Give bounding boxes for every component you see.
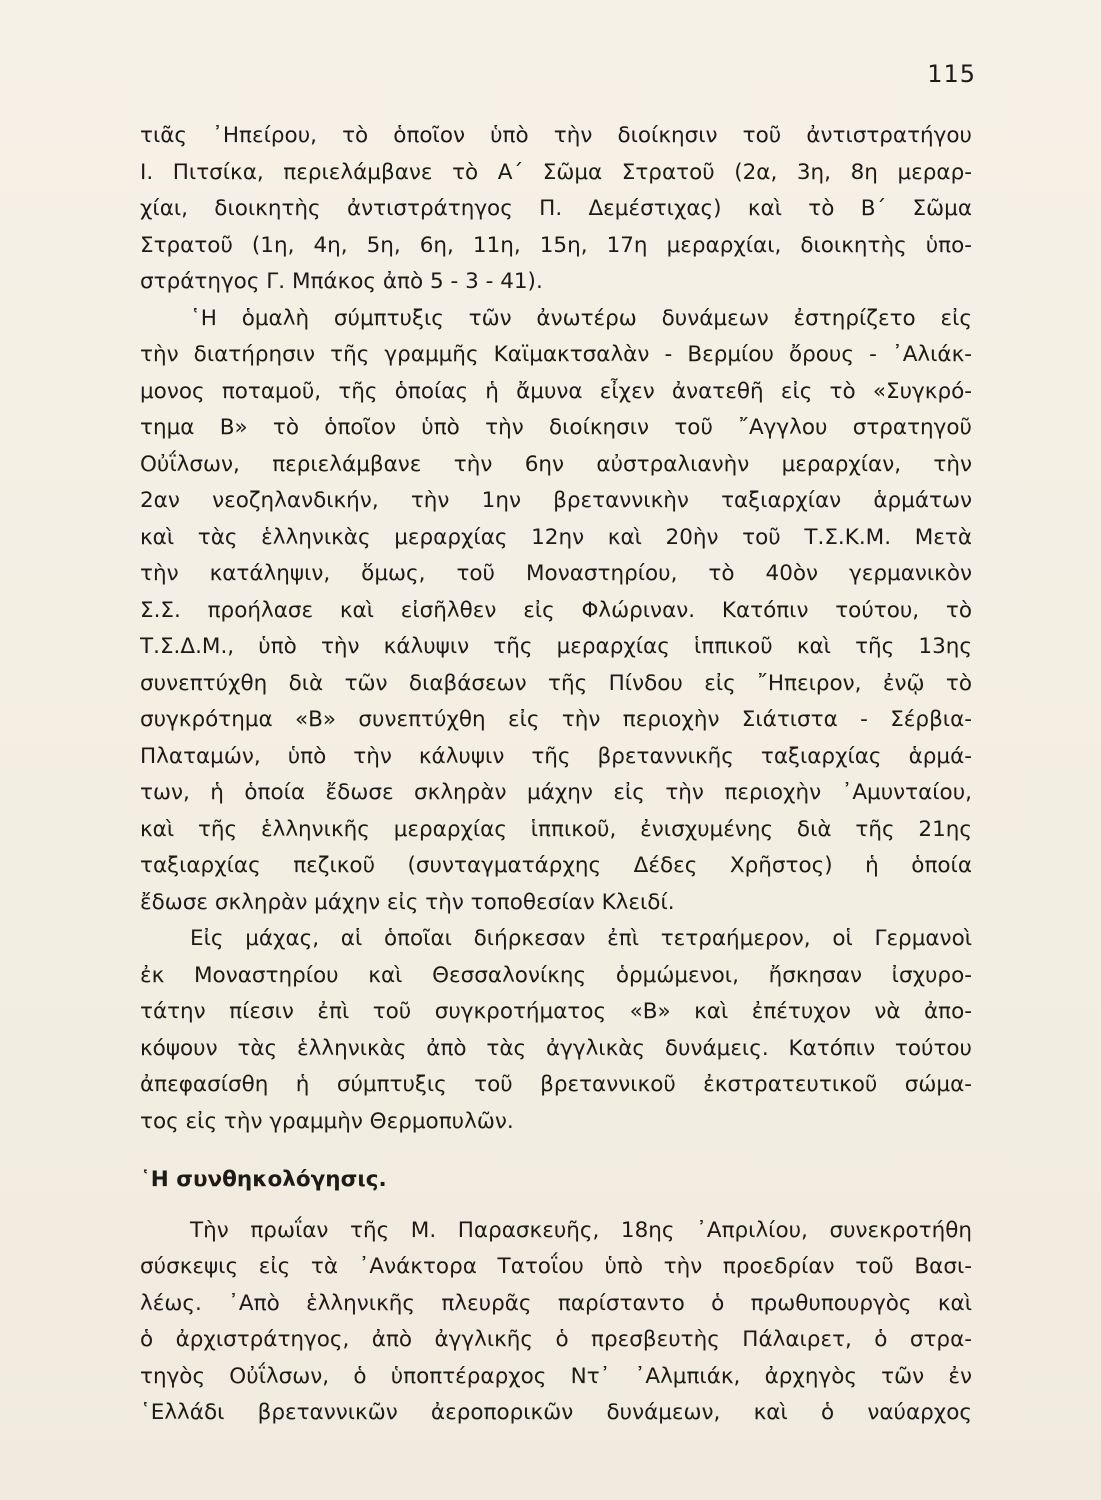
text-line: ῾Η ὁμαλὴ σύμπτυξις τῶν ἀνωτέρω δυνάμεων ἐστηρίζετο εἰς	[190, 305, 972, 331]
text-line: τημα Β» τὸ ὁποῖον ὑπὸ τὴν διοίκησιν τοῦ ῎Αγγλου στρατηγοῦ	[140, 415, 972, 440]
text-line: συνεπτύχθη διὰ τῶν διαβάσεων τῆς Πίνδου εἰς ῎Ηπειρον, ἐνῷ τὸ	[140, 670, 972, 696]
text-line: ἀπεφασίσθη ἡ σύμπτυξις τοῦ βρεταννικοῦ ἐκστρατευτικοῦ σώμα-	[140, 1072, 972, 1097]
text-line: χίαι, διοικητὴς ἀντιστράτηγος Π. Δεμέστιχας) καὶ τὸ Β΄ Σῶμα	[140, 196, 972, 221]
text-line: τὴν διατήρησιν τῆς γραμμῆς Καϊμακτσαλὰν - Βερμίου ὄρους - ᾽Αλιάκ-	[140, 342, 972, 367]
text-line: Οὐΐλσων, περιελάμβανε τὴν 6ην αὐστραλιανὴν μεραρχίαν, τὴν	[140, 451, 972, 477]
text-line: ἔδωσε σκληρὰν μάχην εἰς τὴν τοποθεσίαν Κλειδί.	[140, 889, 675, 915]
paragraph-2	[140, 301, 972, 922]
paragraph-1	[140, 118, 972, 301]
text-line: Εἰς μάχας, αἱ ὁποῖαι διήρκεσαν ἐπὶ τετραήμερον, οἱ Γερμανοὶ	[190, 926, 972, 951]
text-line: τὴν κατάληψιν, ὅμως, τοῦ Μοναστηρίου, τὸ 40ὸν γερμανικὸν	[140, 561, 972, 586]
body-text	[140, 118, 972, 1432]
text-line: Ι. Πιτσίκα, περιελάμβανε τὸ Α΄ Σῶμα Στρατοῦ (2α, 3η, 8η μεραρ-	[140, 159, 972, 185]
text-line: 2αν νεοζηλανδικήν, τὴν 1ην βρεταννικὴν ταξιαρχίαν ἁρμάτων	[140, 488, 972, 513]
section-heading: ῾Η συνθηκολόγησις.	[140, 1167, 387, 1192]
text-line: μονος ποταμοῦ, τῆς ὁποίας ἡ ἄμυνα εἶχεν ἀνατεθῆ εἰς τὸ «Συγκρό-	[140, 378, 972, 404]
text-line: τος εἰς τὴν γραμμὴν Θερμοπυλῶν.	[140, 1108, 514, 1134]
paragraph-3	[140, 921, 972, 1140]
text-line: λέως. ᾽Απὸ ἑλληνικῆς πλευρᾶς παρίσταντο ὁ πρωθυπουργὸς καὶ	[140, 1290, 972, 1316]
text-line: ἐκ Μοναστηρίου καὶ Θεσσαλονίκης ὁρμώμενοι, ἤσκησαν ἰσχυρο-	[140, 962, 972, 988]
text-line: σύσκεψις εἰς τὰ ᾽Ανάκτορα Τατοΐου ὑπὸ τὴν προεδρίαν τοῦ Βασι-	[140, 1254, 972, 1279]
text-line: ὁ ἀρχιστράτηγος, ἀπὸ ἀγγλικῆς ὁ πρεσβευτὴς Πάλαιρετ, ὁ στρα-	[140, 1327, 972, 1352]
text-line: Πλαταμών, ὑπὸ τὴν κάλυψιν τῆς βρεταννικῆς ταξιαρχίας ἁρμά-	[140, 743, 972, 769]
text-line: κόψουν τὰς ἑλληνικὰς ἀπὸ τὰς ἀγγλικὰς δυνάμεις. Κατόπιν τούτου	[140, 1035, 972, 1061]
text-line: ῾Ελλάδι βρεταννικῶν ἀεροπορικῶν δυνάμεων, καὶ ὁ ναύαρχος	[140, 1400, 972, 1425]
text-line: τάτην πίεσιν ἐπὶ τοῦ συγκροτήματος «Β» καὶ ἐπέτυχον νὰ ἀπο-	[140, 999, 972, 1024]
text-line: Τ.Σ.Δ.Μ., ὑπὸ τὴν κάλυψιν τῆς μεραρχίας ἱππικοῦ καὶ τῆς 13ης	[140, 634, 972, 659]
text-line: στράτηγος Γ. Μπάκος ἀπὸ 5 - 3 - 41).	[140, 269, 543, 294]
page-number: 115	[927, 60, 976, 88]
text-line: Τὴν πρωΐαν τῆς Μ. Παρασκευῆς, 18ης ᾽Απριλίου, συνεκροτήθη	[190, 1217, 972, 1243]
text-line: ταξιαρχίας πεζικοῦ (συνταγματάρχης Δέδες Χρῆστος) ἡ ὁποία	[140, 853, 972, 878]
text-line: τιᾶς ᾽Ηπείρου, τὸ ὁποῖον ὑπὸ τὴν διοίκησιν τοῦ ἀντιστρατήγου	[140, 123, 972, 148]
text-line: τηγὸς Οὐΐλσων, ὁ ὑποπτέραρχος Ντ᾽ ᾽Αλμπιάκ, ἀρχηγὸς τῶν ἐν	[140, 1363, 972, 1389]
text-line: Στρατοῦ (1η, 4η, 5η, 6η, 11η, 15η, 17η μεραρχίαι, διοικητὴς ὑπο-	[140, 232, 972, 258]
text-line: των, ἡ ὁποία ἔδωσε σκληρὰν μάχην εἰς τὴν περιοχὴν ᾽Αμυνταίου,	[140, 780, 972, 805]
text-line: καὶ τὰς ἑλληνικὰς μεραρχίας 12ην καὶ 20ὴν τοῦ Τ.Σ.Κ.Μ. Μετὰ	[140, 524, 972, 550]
text-line: Σ.Σ. προήλασε καὶ εἰσῆλθεν εἰς Φλώριναν. Κατόπιν τούτου, τὸ	[140, 597, 972, 623]
text-line: καὶ τῆς ἑλληνικῆς μεραρχίας ἱππικοῦ, ἐνισχυμένης διὰ τῆς 21ης	[140, 816, 972, 842]
paragraph-4	[140, 1213, 972, 1432]
text-line: συγκρότημα «Β» συνεπτύχθη εἰς τὴν περιοχὴν Σιάτιστα - Σέρβια-	[140, 707, 972, 732]
